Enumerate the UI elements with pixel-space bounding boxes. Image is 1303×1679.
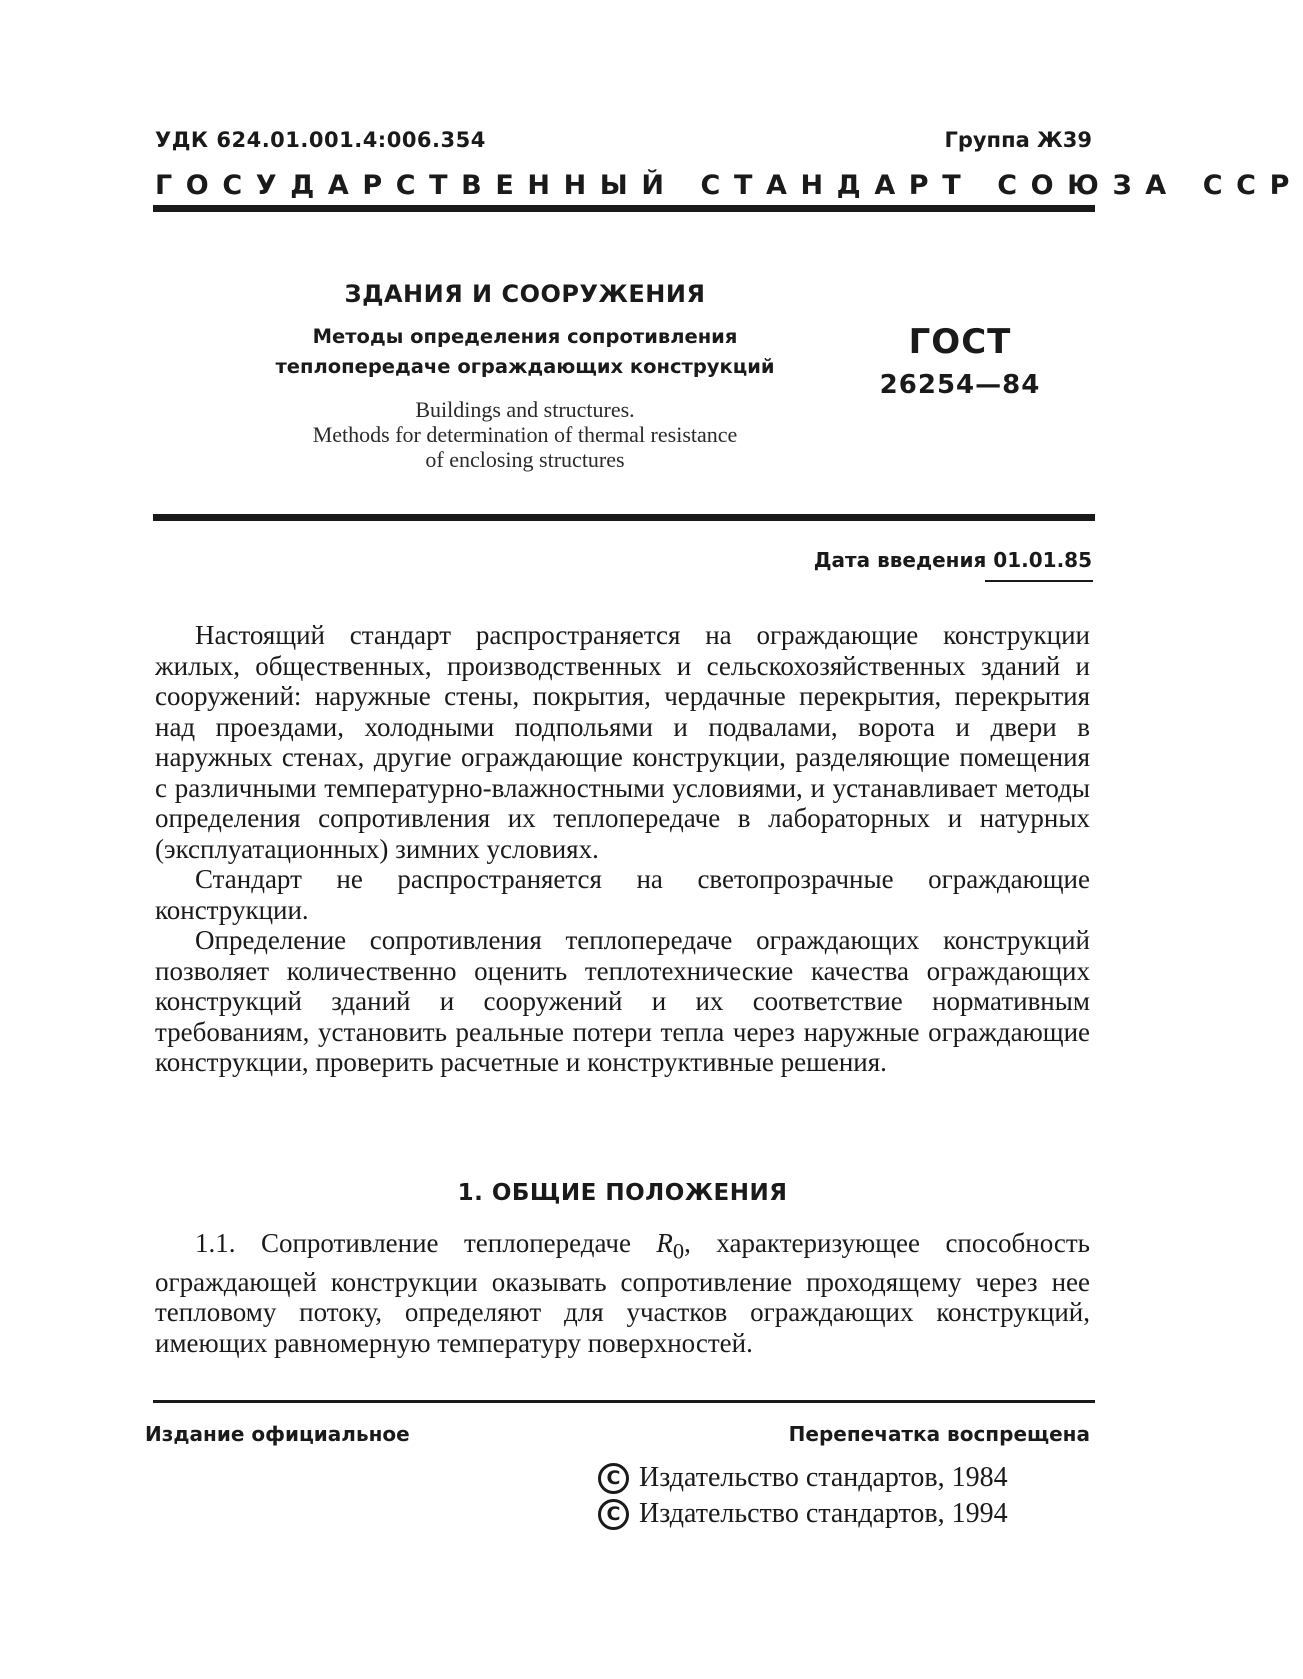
copyright-line <box>598 1498 1095 1530</box>
edition-label: Издание официальное <box>145 1422 410 1446</box>
title-divider <box>153 514 1095 521</box>
header-divider <box>153 205 1095 212</box>
copyright-text: Издательство стандартов, 1994 <box>639 1498 1008 1529</box>
clause-1-1 <box>155 1228 1090 1358</box>
clause-text: , характеризующее способность ограждающей конструкции оказывать сопротивление проходящему через нее тепловому потоку, определяют для участков ограждающих конструкций, имеющих равномерную температуру поверхностей. <box>155 1228 1090 1358</box>
english-title-line: of enclosing structures <box>425 447 625 472</box>
date-underline <box>985 580 1093 582</box>
footer-divider <box>153 1400 1095 1403</box>
resistance-symbol: R <box>656 1228 673 1258</box>
copyright-icon: C <box>598 1463 629 1494</box>
gost-label: ГОСТ <box>908 322 1012 362</box>
paragraph: Настоящий стандарт распространяется на ограждающие конструкции жилых, общественных, производственных и сельскохозяйственных зданий и сооружений: наружные стены, покрытия, чердачные перекрытия, перекрытия над проездами, холодными подпольями и подвалами, ворота и двери в наружных стенах, другие ограждающие конструкции, разделяющие помещения с различными температурно-влажностными условиями, и устанавливает методы определения сопротивления их теплопередаче в лабораторных и натурных (эксплуатационных) зимних условиях. <box>155 620 1090 864</box>
copyright-icon: C <box>598 1499 629 1530</box>
group-code: Группа Ж39 <box>944 128 1092 152</box>
english-title-line: Buildings and structures. <box>415 397 635 422</box>
subtitle-line: Методы определения сопротивления <box>312 325 738 348</box>
state-standard-heading: ГОСУДАРСТВЕННЫЙ СТАНДАРТ СОЮЗА ССР <box>155 170 1303 201</box>
udk-code: УДК 624.01.001.4:006.354 <box>155 128 486 152</box>
english-title-line: Methods for determination of thermal resistance <box>312 422 738 447</box>
subtitle-line: теплопередаче ограждающих конструкций <box>275 355 775 378</box>
reprint-notice: Перепечатка воспрещена <box>788 1422 1090 1446</box>
section-text <box>155 1228 1090 1358</box>
paragraph: Стандарт не распространяется на светопрозрачные ограждающие конструкции. <box>155 864 1090 925</box>
copyright-line <box>598 1462 1095 1494</box>
document-title: ЗДАНИЯ И СООРУЖЕНИЯ <box>344 280 706 308</box>
copyright-text: Издательство стандартов, 1984 <box>639 1462 1008 1493</box>
paragraph: Определение сопротивления теплопередаче ограждающих конструкций позволяет количественно оценить теплотехнические качества ограждающих конструкций зданий и сооружений и их соответствие нормативным требованиям, установить реальные потери тепла через наружные ограждающие конструкции, проверить расчетные и конструктивные решения. <box>155 925 1090 1077</box>
introduction-date: Дата введения 01.01.85 <box>813 548 1092 572</box>
gost-number: 26254—84 <box>879 370 1041 400</box>
resistance-subscript: 0 <box>672 1238 685 1264</box>
section-title: 1. ОБЩИЕ ПОЛОЖЕНИЯ <box>457 1180 788 1206</box>
document-subtitle <box>200 322 850 382</box>
english-title <box>180 397 870 472</box>
clause-text: 1.1. Сопротивление теплопередаче <box>195 1228 657 1258</box>
introduction-text <box>155 620 1090 1078</box>
